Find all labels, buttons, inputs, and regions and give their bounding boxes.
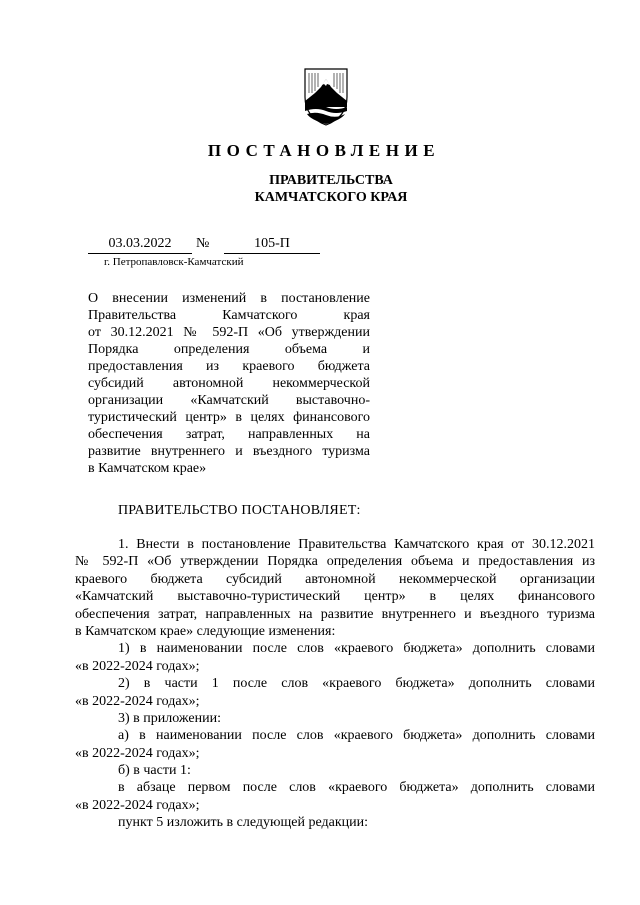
body-line: 3) в приложении: <box>118 710 221 726</box>
number-sign: № <box>196 236 210 251</box>
document-number: 105-П <box>254 236 290 251</box>
subject-line: в Камчатском крае» <box>88 461 207 476</box>
number-underline <box>224 253 320 254</box>
body-line: 2) в части 1 после слов «краевого бюджета» дополнить словами <box>118 676 595 692</box>
body-line: «в 2022-2024 годах»; <box>75 745 200 761</box>
body-line: а) в наименовании после слов «краевого бюджета» дополнить словами <box>118 728 595 744</box>
date-underline <box>88 253 192 254</box>
subject-line: О внесении изменений в постановление <box>88 291 370 306</box>
date-number-line <box>88 236 320 253</box>
body-line: «в 2022-2024 годах»; <box>75 693 200 709</box>
subject-line: субсидий автономной некоммерческой <box>88 376 370 391</box>
kamchatka-emblem-icon <box>301 67 351 127</box>
body-line: «в 2022-2024 годах»; <box>75 797 200 813</box>
body-line: краевого бюджета субсидий автономной некоммерческой организации <box>75 571 595 587</box>
subject-line: туристический центр» в целях финансового <box>88 410 370 425</box>
body-line: № 592-П «Об утверждении Порядка определения объема и предоставления из <box>75 554 595 570</box>
body-line: б) в части 1: <box>118 763 191 779</box>
body-line: обеспечения затрат, направленных на развитие внутреннего и въездного туризма <box>75 606 595 622</box>
document-title: ПОСТАНОВЛЕНИЕ <box>207 141 441 160</box>
issuer-line-2: КАМЧАТСКОГО КРАЯ <box>254 190 408 205</box>
subject-line: развитие внутреннего и въездного туризма <box>88 444 370 459</box>
body-line: в Камчатском крае» следующие изменения: <box>75 623 336 639</box>
document-date: 03.03.2022 <box>108 236 172 251</box>
body-line: 1. Внести в постановление Правительства Камчатского края от 30.12.2021 <box>118 537 595 552</box>
decree-statement: ПРАВИТЕЛЬСТВО ПОСТАНОВЛЯЕТ: <box>118 503 361 518</box>
document-body <box>75 536 595 832</box>
body-line: в абзаце первом после слов «краевого бюджета» дополнить словами <box>118 780 595 796</box>
city-line: г. Петропавловск-Камчатский <box>104 256 244 268</box>
subject-line: организации «Камчатский выставочно- <box>88 393 370 408</box>
issuer-line-1: ПРАВИТЕЛЬСТВА <box>269 173 393 188</box>
body-line: пункт 5 изложить в следующей редакции: <box>118 815 368 831</box>
subject-line: обеспечения затрат, направленных на <box>88 427 370 442</box>
subject-line: от 30.12.2021 № 592-П «Об утверждении <box>88 325 370 340</box>
subject-line: Порядка определения объема и <box>88 342 370 357</box>
body-line: «Камчатский выставочно-туристический центр» в целях финансового <box>75 589 595 605</box>
subject-line: предоставления из краевого бюджета <box>88 359 370 374</box>
body-line: 1) в наименовании после слов «краевого бюджета» дополнить словами <box>118 641 595 657</box>
document-subject <box>88 290 370 477</box>
subject-line: Правительства Камчатского края <box>88 308 370 323</box>
body-line: «в 2022-2024 годах»; <box>75 658 200 674</box>
